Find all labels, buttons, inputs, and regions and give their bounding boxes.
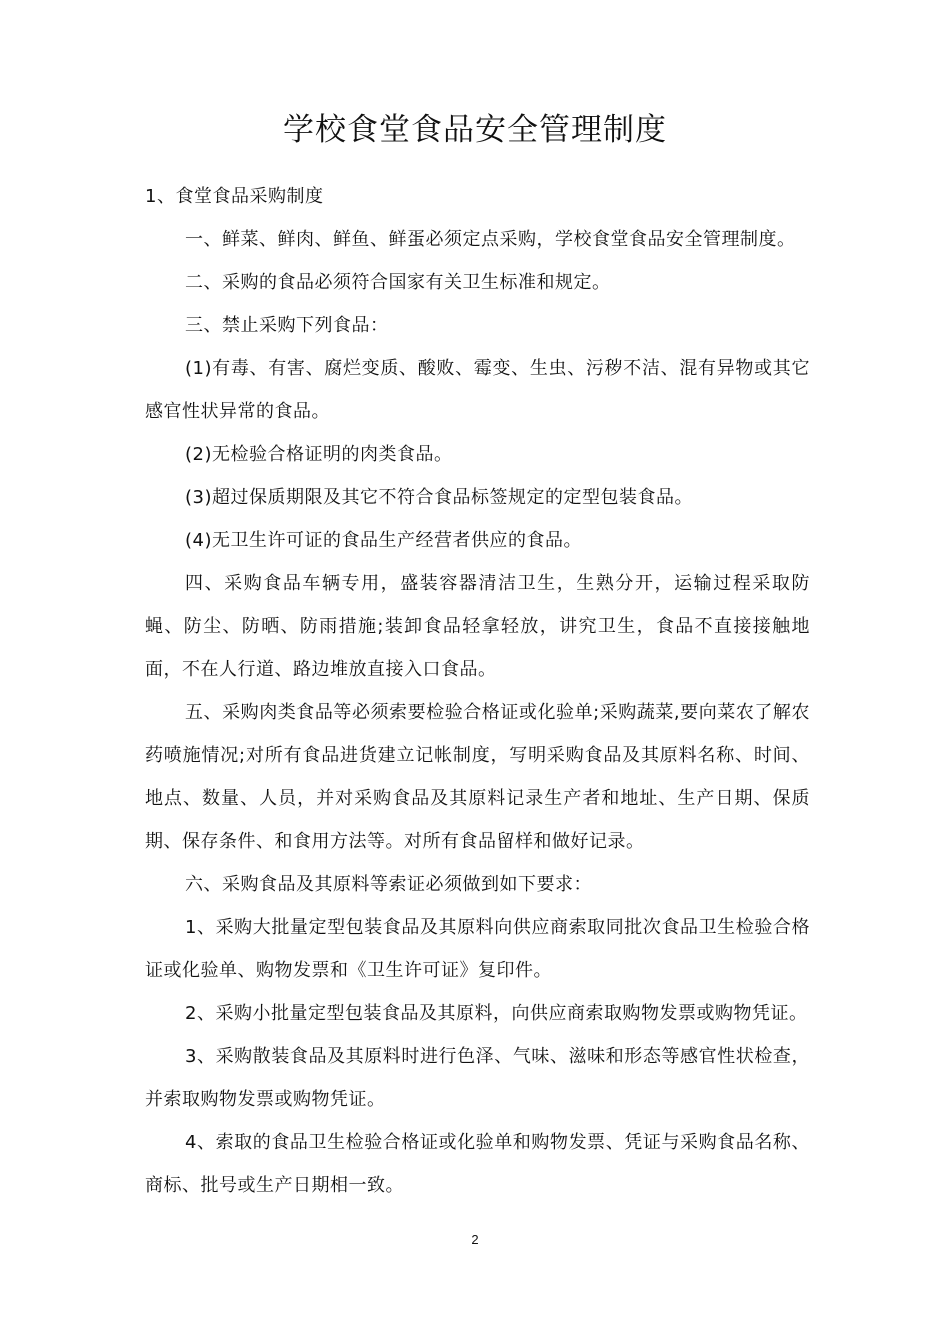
page-number: 2	[471, 1232, 479, 1247]
paragraph: 六、采购食品及其原料等索证必须做到如下要求：	[185, 874, 592, 895]
paragraph: 五、采购肉类食品等必须索要检验合格证或化验单;采购蔬菜,要向菜农了解农药喷施情况;对所有食品进货建立记帐制度，写明采购食品及其原料名称、时间、地点、数量、人员，并对采购食品及其原料记录生产者和地址、生产日期、保质期、保存条件、和食用方法等。对所有食品留样和做好记录。	[145, 702, 810, 852]
paragraph: (1)有毒、有害、腐烂变质、酸败、霉变、生虫、污秽不洁、混有异物或其它感官性状异常的食品。	[145, 358, 810, 422]
document-body	[145, 175, 810, 1207]
paragraph: (2)无检验合格证明的肉类食品。	[185, 444, 453, 465]
paragraph: 1、采购大批量定型包装食品及其原料向供应商索取同批次食品卫生检验合格证或化验单、购物发票和《卫生许可证》复印件。	[145, 917, 810, 981]
paragraph: (4)无卫生许可证的食品生产经营者供应的食品。	[185, 530, 582, 551]
paragraph: 四、采购食品车辆专用，盛装容器清洁卫生，生熟分开，运输过程采取防蝇、防尘、防晒、防雨措施;装卸食品轻拿轻放，讲究卫生，食品不直接接触地面，不在人行道、路边堆放直接入口食品。	[145, 573, 810, 680]
paragraph: 二、采购的食品必须符合国家有关卫生标准和规定。	[185, 272, 611, 293]
paragraph: 三、禁止采购下列食品：	[185, 315, 389, 336]
paragraph: 4、索取的食品卫生检验合格证或化验单和购物发票、凭证与采购食品名称、商标、批号或生产日期相一致。	[145, 1132, 810, 1196]
paragraph: 一、鲜菜、鲜肉、鲜鱼、鲜蛋必须定点采购，学校食堂食品安全管理制度。	[185, 229, 796, 250]
paragraph: (3)超过保质期限及其它不符合食品标签规定的定型包装食品。	[185, 487, 693, 508]
paragraph: 2、采购小批量定型包装食品及其原料，向供应商索取购物发票或购物凭证。	[185, 1003, 808, 1024]
paragraph: 3、采购散装食品及其原料时进行色泽、气味、滋味和形态等感官性状检查，并索取购物发票或购物凭证。	[145, 1046, 810, 1110]
document-title: 学校食堂食品安全管理制度	[283, 112, 667, 148]
section-heading: 1、食堂食品采购制度	[145, 186, 324, 207]
